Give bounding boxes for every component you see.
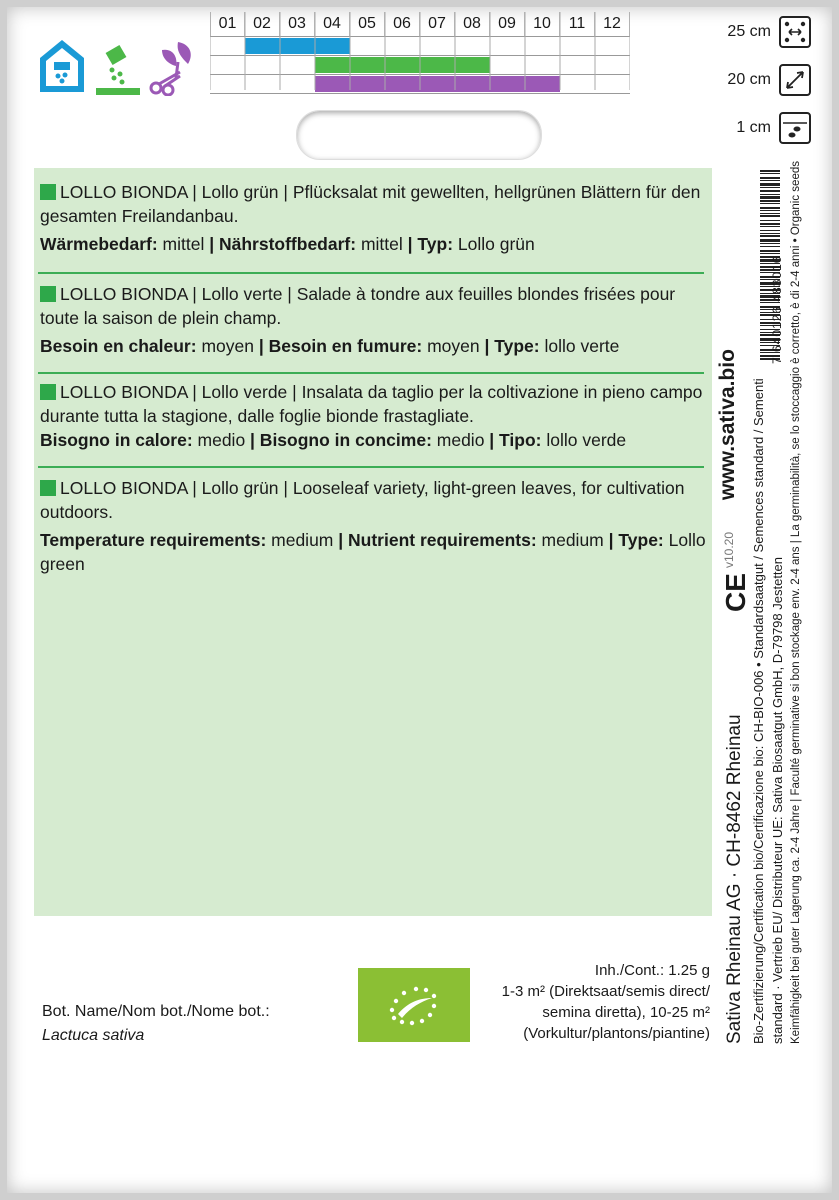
distributor-text: standard · Vertrieb EU/ Distributeur UE: Sativa Biosaatgut GmbH, D-79798 Jestetten (770, 556, 785, 1044)
calendar-months (210, 12, 630, 37)
germination-text: Keimfähigkeit bei guter Lagerung ca. 2-4 Jahre | Faculté germinative si bon stockage env. 2-4 ans | La germinabilità, se lo stoccaggio è corretto, è di 2-4 anni • Organic seeds (790, 161, 802, 1044)
plant-spacing-label: 20 cm (727, 71, 771, 88)
row-spacing (727, 16, 811, 48)
month-label: 07 (420, 12, 455, 36)
eu-organic-logo (358, 968, 470, 1042)
green-square-icon (40, 286, 56, 302)
month-label: 06 (385, 12, 420, 36)
month-label: 09 (490, 12, 525, 36)
hang-hole (296, 110, 542, 160)
botanical-label: Bot. Name/Nom bot./Nome bot.: (42, 1003, 270, 1020)
section-italian (40, 380, 706, 452)
sowing-indoor-bar (245, 38, 350, 54)
section-english (40, 476, 706, 576)
requirements-line: Temperature requirements: medium | Nutrient requirements: medium | Type: Lollo green (40, 530, 706, 574)
seed-depth-icon (779, 112, 811, 144)
green-square-icon (40, 384, 56, 400)
description-text: LOLLO BIONDA | Lollo verde | Insalata da taglio per la coltivazione in pieno campo durante tutta la stagione, dalle foglie bionde frastagliate. (40, 382, 703, 426)
month-label: 03 (280, 12, 315, 36)
month-label: 11 (560, 12, 595, 36)
section-divider (38, 466, 704, 468)
green-square-icon (40, 480, 56, 496)
website-link[interactable]: www.sativa.bio (716, 349, 739, 500)
contents-area-line: semina diretta), 10-25 m² (542, 1004, 710, 1021)
sowing-outdoor-bar (315, 57, 490, 73)
sowing-depth-label: 1 cm (736, 119, 771, 136)
month-label: 02 (245, 12, 280, 36)
sowing-calendar (210, 12, 630, 94)
sowing-depth (736, 112, 811, 144)
contents-info (482, 960, 710, 1044)
row-spacing-label: 25 cm (727, 23, 771, 40)
harvest-bar (315, 76, 560, 92)
month-label: 04 (315, 12, 350, 36)
plant-spacing (727, 64, 811, 96)
requirements-line: Besoin en chaleur: moyen | Besoin en fumure: moyen | Type: lollo verte (40, 336, 620, 356)
green-square-icon (40, 184, 56, 200)
month-label: 08 (455, 12, 490, 36)
botanical-latin: Lactuca sativa (42, 1027, 145, 1044)
contents-area-line: 1-3 m² (Direktsaat/semis direct/ (501, 983, 710, 1000)
section-divider (38, 372, 704, 374)
outdoor-sowing-icon (96, 44, 140, 96)
barcode-number: 7 640126 483016 (770, 255, 784, 364)
requirements-line: Wärmebedarf: mittel | Nährstoffbedarf: mittel | Typ: Lollo grün (40, 234, 535, 254)
diagonal-spacing-icon (779, 64, 811, 96)
calendar-row-sowing-outdoor (210, 56, 630, 75)
description-text: LOLLO BIONDA | Lollo grün | Pflücksalat mit gewellten, hellgrünen Blättern für den gesamten Freilandanbau. (40, 182, 701, 226)
section-divider (38, 272, 704, 274)
ce-mark: CE (720, 573, 751, 612)
section-french (40, 282, 706, 358)
month-label: 05 (350, 12, 385, 36)
description-text: LOLLO BIONDA | Lollo verte | Salade à tondre aux feuilles blondes frisées pour toute la saison de plein champ. (40, 284, 676, 328)
greenhouse-sowing-icon (38, 38, 86, 94)
calendar-row-sowing-indoor (210, 37, 630, 56)
requirements-line: Bisogno in calore: medio | Bisogno in concime: medio | Tipo: lollo verde (40, 430, 627, 450)
certification-text: Bio-Zertifizierung/Certification bio/Certificazione bio: CH-BIO-006 • Standardsaatgut / Semences standard / Sementi (751, 378, 766, 1044)
contents-area-line: (Vorkultur/plantons/piantine) (523, 1025, 710, 1042)
botanical-name (42, 1000, 270, 1048)
section-german (40, 180, 706, 256)
company-address: Sativa Rheinau AG · CH-8462 Rheinau (724, 714, 745, 1044)
harvest-scissors-icon (148, 38, 198, 96)
contents-weight: Inh./Cont.: 1.25 g (594, 962, 710, 979)
month-label: 12 (595, 12, 630, 36)
description-text: LOLLO BIONDA | Lollo grün | Looseleaf variety, light-green leaves, for cultivation outdoors. (40, 478, 685, 522)
month-label: 01 (210, 12, 245, 36)
calendar-row-harvest (210, 75, 630, 94)
month-label: 10 (525, 12, 560, 36)
row-spacing-icon (779, 16, 811, 48)
version-label: v10.20 (722, 531, 736, 568)
